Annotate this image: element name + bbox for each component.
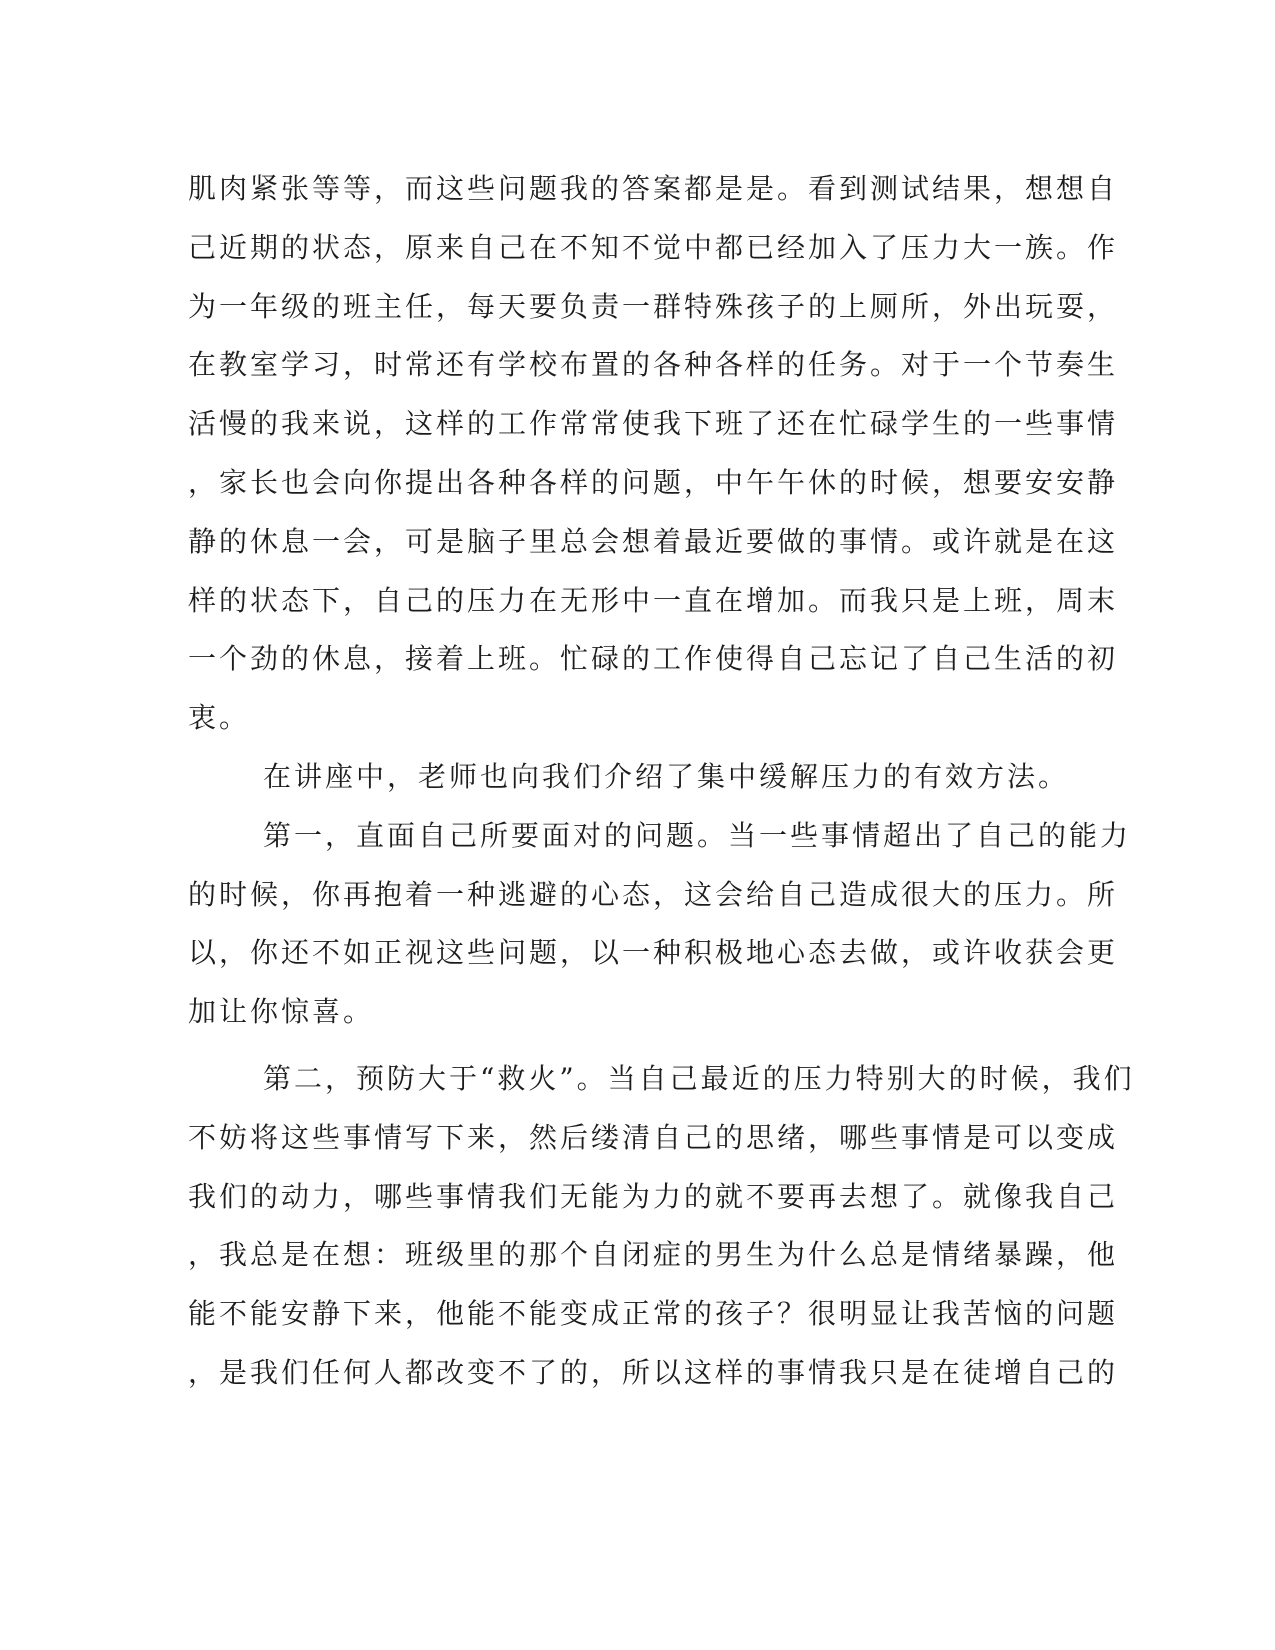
paragraph-first-line: 在讲座中，老师也向我们介绍了集中缓解压力的有效方法。 [263, 759, 1070, 793]
text-line: 加让你惊喜。 [188, 995, 375, 1029]
paragraph-first-line: 第一，直面自己所要面对的问题。当一些事情超出了自己的能力 [263, 818, 1132, 852]
text-line: 一个劲的休息，接着上班。忙碌的工作使得自己忘记了自己生活的初 [188, 642, 1119, 676]
text-line: 我们的动力，哪些事情我们无能为力的就不要再去想了。就像我自己 [188, 1179, 1119, 1213]
text-line: ，是我们任何人都改变不了的，所以这样的事情我只是在徒增自己的 [188, 1355, 1119, 1389]
text-line: 己近期的状态，原来自己在不知不觉中都已经加入了压力大一族。作 [188, 230, 1119, 264]
text-line: ，家长也会向你提出各种各样的问题，中午午休的时候，想要安安静 [188, 465, 1119, 499]
text-line: 在教室学习，时常还有学校布置的各种各样的任务。对于一个节奏生 [188, 348, 1119, 382]
text-line: 能不能安静下来，他能不能变成正常的孩子？很明显让我苦恼的问题 [188, 1297, 1119, 1331]
paragraph-first-line: 第二，预防大于“救火”。当自己最近的压力特别大的时候，我们 [263, 1061, 1135, 1095]
text-line: 活慢的我来说，这样的工作常常使我下班了还在忙碌学生的一些事情 [188, 407, 1119, 441]
document-body [188, 160, 1135, 1403]
text-line: 不妨将这些事情写下来，然后缕清自己的思绪，哪些事情是可以变成 [188, 1120, 1119, 1154]
text-line: 衷。 [188, 701, 251, 735]
text-line: 的时候，你再抱着一种逃避的心态，这会给自己造成很大的压力。所 [188, 877, 1119, 911]
text-line: 为一年级的班主任，每天要负责一群特殊孩子的上厕所，外出玩耍， [188, 289, 1119, 323]
text-line: 肌肉紧张等等，而这些问题我的答案都是是。看到测试结果，想想自 [188, 172, 1119, 205]
text-line: 样的状态下，自己的压力在无形中一直在增加。而我只是上班，周末 [188, 583, 1119, 617]
text-line: 以，你还不如正视这些问题，以一种积极地心态去做，或许收获会更 [188, 936, 1119, 970]
text-line: ，我总是在想：班级里的那个自闭症的男生为什么总是情绪暴躁，他 [188, 1238, 1119, 1272]
text-line: 静的休息一会，可是脑子里总会想着最近要做的事情。或许就是在这 [188, 524, 1119, 558]
